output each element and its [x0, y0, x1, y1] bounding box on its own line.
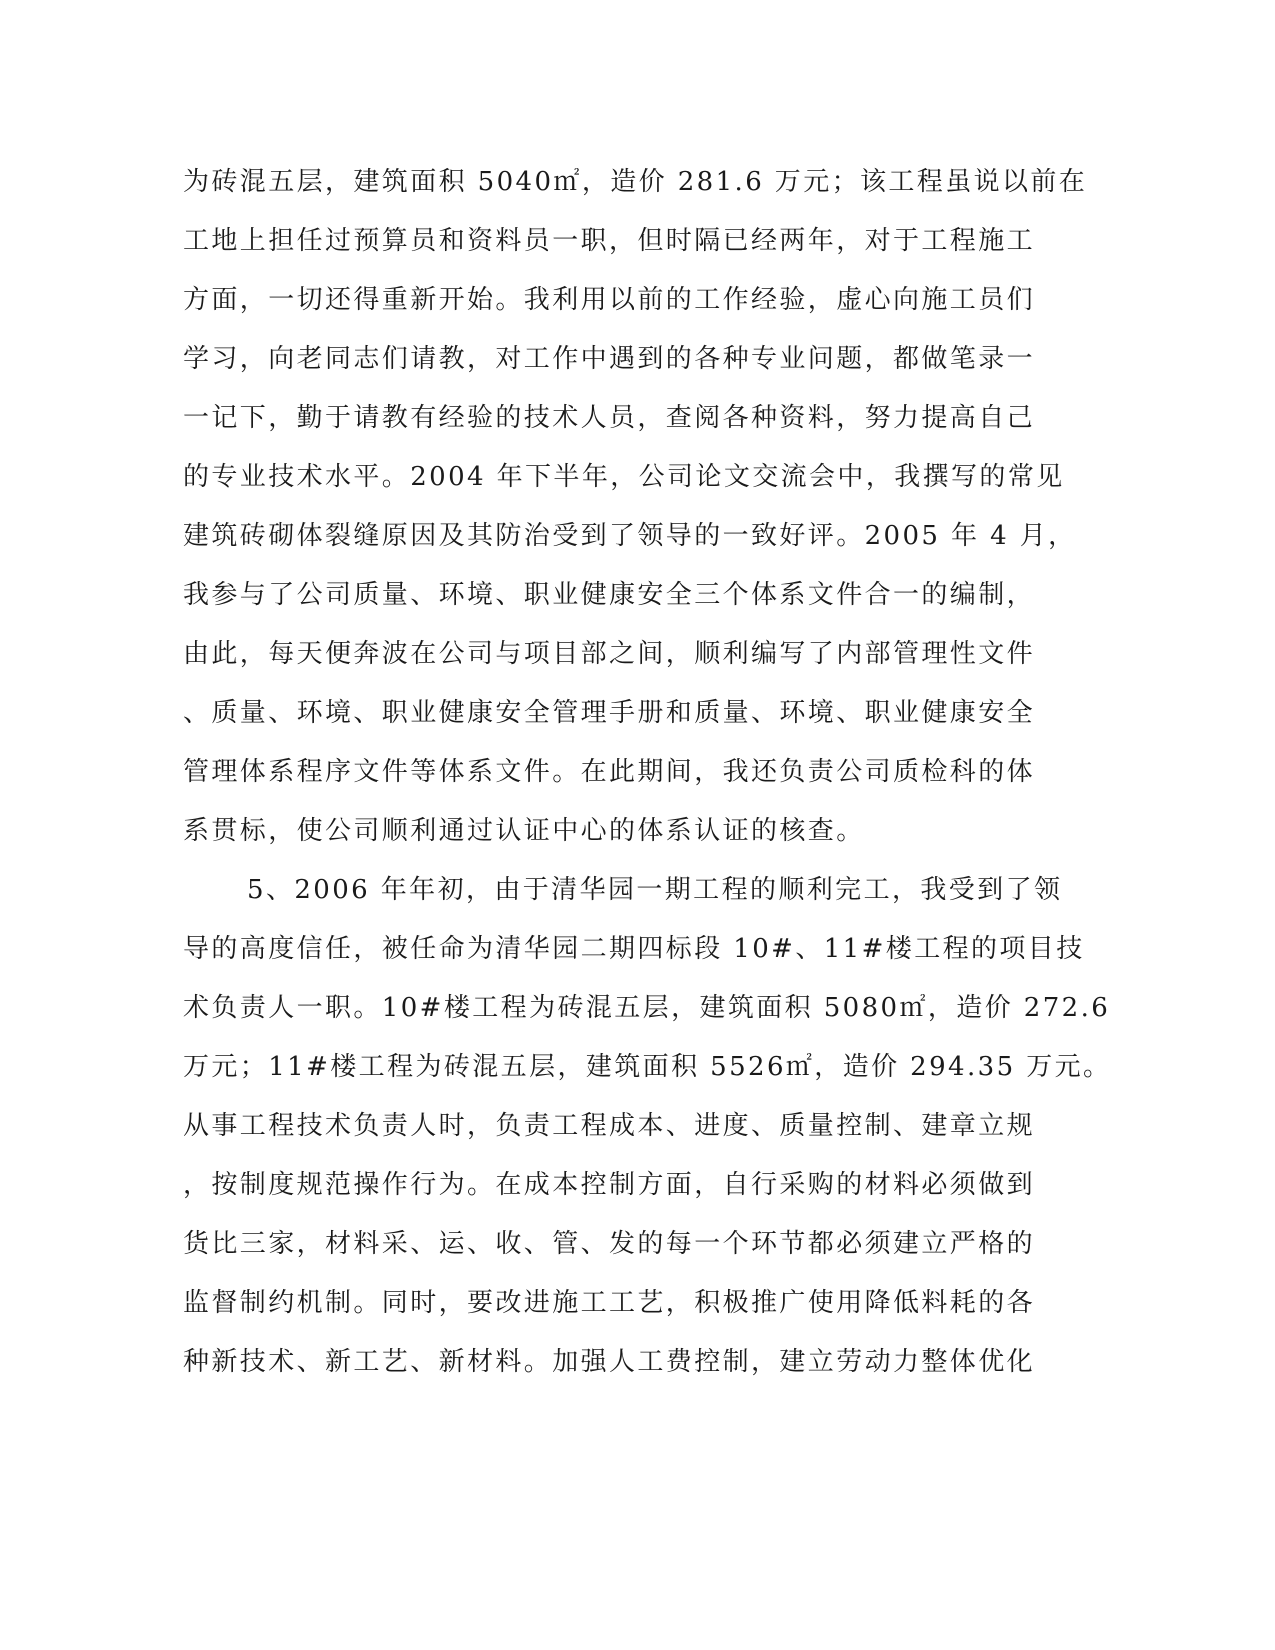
text-line: 的专业技术水平。2004 年下半年，公司论文交流会中，我撰写的常见: [183, 462, 1065, 492]
text-line: 建筑砖砌体裂缝原因及其防治受到了领导的一致好评。2005 年 4 月，: [183, 521, 1077, 551]
text-line: 我参与了公司质量、环境、职业健康安全三个体系文件合一的编制，: [183, 580, 1036, 610]
paragraph-start-line: 5、2006 年年初，由于清华园一期工程的顺利完工，我受到了领: [247, 875, 1063, 905]
text-line: 由此，每天便奔波在公司与项目部之间，顺利编写了内部管理性文件: [183, 639, 1036, 669]
text-line: 方面，一切还得重新开始。我利用以前的工作经验，虚心向施工员们: [183, 285, 1036, 315]
text-line: 学习，向老同志们请教，对工作中遇到的各种专业问题，都做笔录一: [183, 344, 1036, 374]
text-line: 系贯标，使公司顺利通过认证中心的体系认证的核查。: [183, 816, 865, 846]
text-line: 监督制约机制。同时，要改进施工工艺，积极推广使用降低料耗的各: [183, 1288, 1036, 1318]
text-line: 工地上担任过预算员和资料员一职，但时隔已经两年，对于工程施工: [183, 226, 1036, 256]
text-line: 为砖混五层，建筑面积 5040㎡，造价 281.6 万元；该工程虽说以前在: [183, 167, 1088, 197]
text-line: 一记下，勤于请教有经验的技术人员，查阅各种资料，努力提高自己: [183, 403, 1036, 433]
text-line: 万元；11#楼工程为砖混五层，建筑面积 5526㎡，造价 294.35 万元。: [183, 1052, 1112, 1082]
text-line: 种新技术、新工艺、新材料。加强人工费控制，建立劳动力整体优化: [183, 1347, 1036, 1377]
text-line: 导的高度信任，被任命为清华园二期四标段 10#、11#楼工程的项目技: [183, 934, 1085, 964]
text-line: 、质量、环境、职业健康安全管理手册和质量、环境、职业健康安全: [183, 698, 1036, 728]
text-line: ，按制度规范操作行为。在成本控制方面，自行采购的材料必须做到: [183, 1170, 1036, 1200]
text-line: 货比三家，材料采、运、收、管、发的每一个环节都必须建立严格的: [183, 1229, 1036, 1259]
text-line: 从事工程技术负责人时，负责工程成本、进度、质量控制、建章立规: [183, 1111, 1036, 1141]
text-line: 术负责人一职。10#楼工程为砖混五层，建筑面积 5080㎡，造价 272.6: [183, 993, 1111, 1023]
text-line: 管理体系程序文件等体系文件。在此期间，我还负责公司质检科的体: [183, 757, 1036, 787]
body-text: [183, 160, 1112, 1399]
